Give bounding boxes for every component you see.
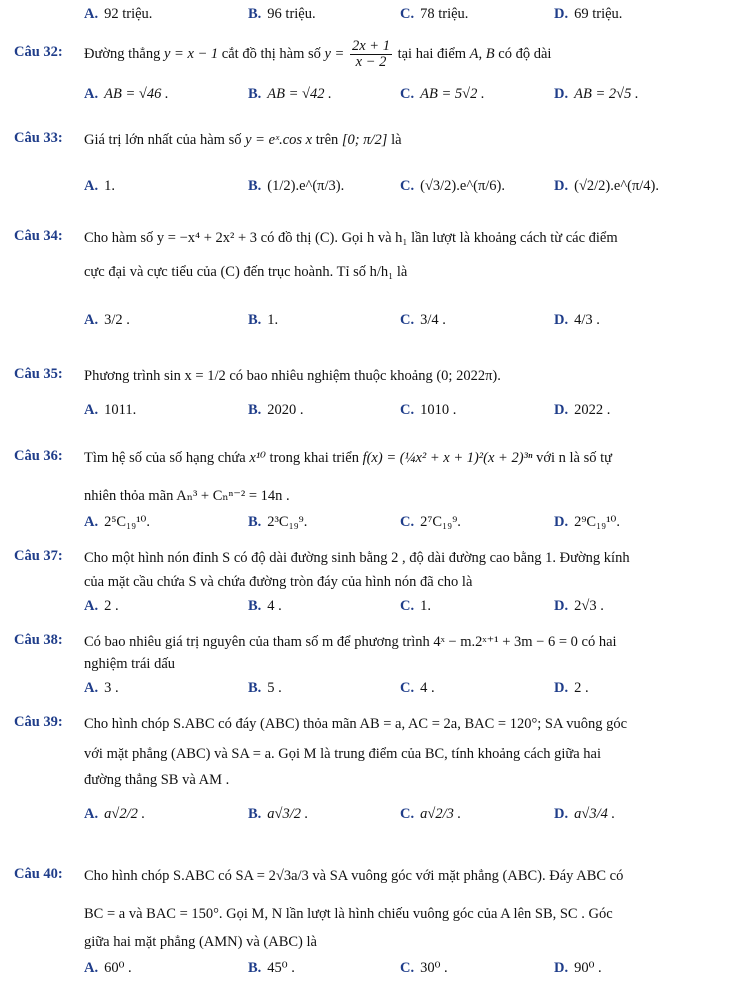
q34-option-d[interactable]: D. 4/3 . xyxy=(554,312,600,328)
q32-fraction: $\frac{2x + 1}{x - 2}$ xyxy=(351,37,390,71)
q34-stem-line-1: Cho hàm số y = −x⁴ + 2x² + 3 có đồ thị (C). Gọi h và h₁ lần lượt là khoảng cách từ các điểm xyxy=(84,230,618,246)
q35-stem: Phương trình sin x = 1/2 có bao nhiêu nghiệm thuộc khoảng (0; 2022π). xyxy=(84,368,501,384)
q32-option-a[interactable]: A. AB = √46 . xyxy=(84,86,169,102)
q38-option-d[interactable]: D. 2 . xyxy=(554,680,589,696)
q39-option-b[interactable]: B. a√3/2 . xyxy=(248,806,309,822)
q32-stem: Đường thẳng y = x − 1 cắt đồ thị hàm số y = $\frac{2x + 1}{x - 2}$ tại hai điểm A, B có độ dài xyxy=(84,37,552,71)
q35-option-b[interactable]: B. 2020 . xyxy=(248,402,304,418)
q31-option-c[interactable]: C. 78 triệu. xyxy=(400,6,469,22)
q37-number: Câu 37: xyxy=(14,548,63,564)
q33-number: Câu 33: xyxy=(14,130,63,146)
q37-options xyxy=(84,598,724,618)
q33-options xyxy=(84,178,724,198)
q34-option-a[interactable]: A. 3/2 . xyxy=(84,312,130,328)
q40-number: Câu 40: xyxy=(14,866,63,882)
q32-option-b[interactable]: B. AB = √42 . xyxy=(248,86,332,102)
q37-stem-line-2: của mặt cầu chứa S và chứa đường tròn đáy của hình nón đã cho là xyxy=(84,574,473,590)
q39-option-a[interactable]: A. a√2/2 . xyxy=(84,806,146,822)
q35-option-d[interactable]: D. 2022 . xyxy=(554,402,611,418)
q40-option-d[interactable]: D. 90⁰ . xyxy=(554,960,602,976)
q39-option-c[interactable]: C. a√2/3 . xyxy=(400,806,462,822)
q31-options xyxy=(84,6,724,26)
q33-option-a[interactable]: A. 1. xyxy=(84,178,115,194)
q39-stem-line-1: Cho hình chóp S.ABC có đáy (ABC) thỏa mãn AB = a, AC = 2a, BAC = 120°; SA vuông góc xyxy=(84,716,628,732)
q34-option-b[interactable]: B. 1. xyxy=(248,312,279,328)
q36-option-b[interactable]: B. 2³C₁₉⁹. xyxy=(248,514,308,530)
q31-option-a[interactable]: A. 92 triệu. xyxy=(84,6,153,22)
q37-option-a[interactable]: A. 2 . xyxy=(84,598,119,614)
q36-number: Câu 36: xyxy=(14,448,63,464)
q37-stem-line-1: Cho một hình nón đỉnh S có độ dài đường sinh bằng 2 , độ dài đường cao bằng 1. Đường kính xyxy=(84,550,630,566)
q36-stem-line-1: Tìm hệ số của số hạng chứa x¹⁰ trong khai triển f(x) = (¼x² + x + 1)²(x + 2)³ⁿ với n là số tự xyxy=(84,450,613,466)
q40-option-a[interactable]: A. 60⁰ . xyxy=(84,960,132,976)
q33-option-b[interactable]: B. (1/2).e^(π/3). xyxy=(248,178,345,194)
q40-option-c[interactable]: C. 30⁰ . xyxy=(400,960,448,976)
q37-option-c[interactable]: C. 1. xyxy=(400,598,431,614)
q39-options xyxy=(84,806,724,826)
q36-options xyxy=(84,514,724,534)
q39-option-d[interactable]: D. a√3/4 . xyxy=(554,806,616,822)
q39-number: Câu 39: xyxy=(14,714,63,730)
q38-options xyxy=(84,680,724,700)
q32-option-c[interactable]: C. AB = 5√2 . xyxy=(400,86,485,102)
q38-option-c[interactable]: C. 4 . xyxy=(400,680,435,696)
q38-stem-line-1: Có bao nhiêu giá trị nguyên của tham số m để phương trình 4ˣ − m.2ˣ⁺¹ + 3m − 6 = 0 có hai xyxy=(84,634,617,650)
q32-options xyxy=(84,86,724,106)
q37-option-d[interactable]: D. 2√3 . xyxy=(554,598,604,614)
q36-option-d[interactable]: D. 2⁹C₁₉¹⁰. xyxy=(554,514,620,530)
q34-number: Câu 34: xyxy=(14,228,63,244)
q40-options xyxy=(84,960,724,980)
q38-option-b[interactable]: B. 5 . xyxy=(248,680,282,696)
q39-stem-line-2: với mặt phẳng (ABC) và SA = a. Gọi M là trung điểm của BC, tính khoảng cách giữa hai xyxy=(84,746,602,762)
q31-option-d[interactable]: D. 69 triệu. xyxy=(554,6,623,22)
q35-option-a[interactable]: A. 1011. xyxy=(84,402,137,418)
q33-stem: Giá trị lớn nhất của hàm số y = eˣ.cos x trên [0; π/2] là xyxy=(84,132,402,148)
q36-stem-line-2: nhiên thỏa mãn Aₙ³ + Cₙⁿ⁻² = 14n . xyxy=(84,488,290,504)
q40-option-b[interactable]: B. 45⁰ . xyxy=(248,960,295,976)
q36-option-a[interactable]: A. 2⁵C₁₉¹⁰. xyxy=(84,514,150,530)
q33-option-d[interactable]: D. (√2/2).e^(π/4). xyxy=(554,178,659,194)
q32-number: Câu 32: xyxy=(14,44,63,60)
q33-option-c[interactable]: C. (√3/2).e^(π/6). xyxy=(400,178,505,194)
q34-options xyxy=(84,312,724,332)
q34-stem-line-2: cực đại và cực tiểu của (C) đến trục hoành. Tỉ số h/h₁ là xyxy=(84,264,408,280)
q35-number: Câu 35: xyxy=(14,366,63,382)
q32-option-d[interactable]: D. AB = 2√5 . xyxy=(554,86,639,102)
q35-options xyxy=(84,402,724,422)
q34-option-c[interactable]: C. 3/4 . xyxy=(400,312,446,328)
q35-option-c[interactable]: C. 1010 . xyxy=(400,402,457,418)
q38-option-a[interactable]: A. 3 . xyxy=(84,680,119,696)
q40-stem-line-2: BC = a và BAC = 150°. Gọi M, N lần lượt là hình chiếu vuông góc của A lên SB, SC . Góc xyxy=(84,906,613,922)
q38-stem-line-2: nghiệm trái dấu xyxy=(84,656,176,672)
q37-option-b[interactable]: B. 4 . xyxy=(248,598,282,614)
q36-option-c[interactable]: C. 2⁷C₁₉⁹. xyxy=(400,514,461,530)
q31-option-b[interactable]: B. 96 triệu. xyxy=(248,6,316,22)
q40-stem-line-1: Cho hình chóp S.ABC có SA = 2√3a/3 và SA vuông góc với mặt phẳng (ABC). Đáy ABC có xyxy=(84,868,624,884)
q40-stem-line-3: giữa hai mặt phẳng (AMN) và (ABC) là xyxy=(84,934,317,950)
q39-stem-line-3: đường thẳng SB và AM . xyxy=(84,772,230,788)
q38-number: Câu 38: xyxy=(14,632,63,648)
